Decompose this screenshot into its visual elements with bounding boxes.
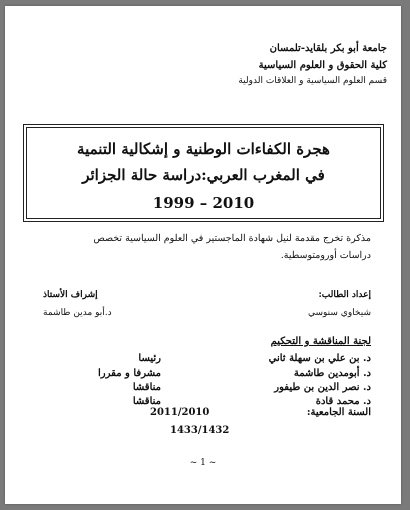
faculty-name: كلية الحقوق و العلوم السياسية (258, 60, 387, 71)
memo-line-2: دراسات أورومتوسطية. (280, 250, 371, 261)
page-number: ~ 1 ~ (189, 458, 217, 468)
academic-year-gregorian: 2011/2010 (150, 407, 210, 418)
committee-member (71, 353, 371, 367)
committee-title: لجنة المناقشة و التحكيم (270, 336, 371, 347)
committee-member (71, 368, 371, 382)
department-name: قسم العلوم السياسية و العلاقات الدولية (238, 76, 387, 86)
memo-line-1: مذكرة تخرج مقدمة لنيل شهادة الماجستير في العلوم السياسية تخصص (93, 233, 371, 244)
memo-description (51, 230, 371, 264)
thesis-title-years: 1999 – 2010 (152, 194, 255, 212)
member-role: مناقشا (132, 396, 161, 407)
academic-year-hijri: 1433/1432 (170, 425, 230, 436)
thesis-title-line-1: هجرة الكفاءات الوطنية و إشكالية التنمية (77, 140, 330, 158)
member-name: د. نصر الدين بن طيفور (274, 382, 371, 393)
member-name: د. محمد قادة (315, 396, 371, 407)
student-label: إعداد الطالب: (318, 290, 371, 300)
committee-member (71, 382, 371, 396)
supervisor-label: إشراف الأستاذ (43, 290, 98, 300)
supervisor-name: د.أبو مدين طاشمة (43, 308, 112, 318)
title-frame (26, 127, 381, 219)
member-role: مناقشا (132, 382, 161, 393)
member-name: د. بن علي بن سهلة ثاني (268, 353, 371, 364)
university-name: جامعة أبو بكر بلقايد-تلمسان (269, 43, 387, 54)
member-role: رئيسا (138, 353, 161, 364)
academic-year-label: السنة الجامعية: (306, 407, 371, 418)
member-name: د. أبومدين طاشمة (293, 368, 371, 379)
member-role: مشرفا و مقررا (98, 368, 161, 379)
thesis-title-line-2: في المغرب العربي:دراسة حالة الجزائر (82, 166, 325, 184)
student-name: شيخاوي سنوسي (307, 308, 371, 318)
document-page (5, 6, 401, 504)
